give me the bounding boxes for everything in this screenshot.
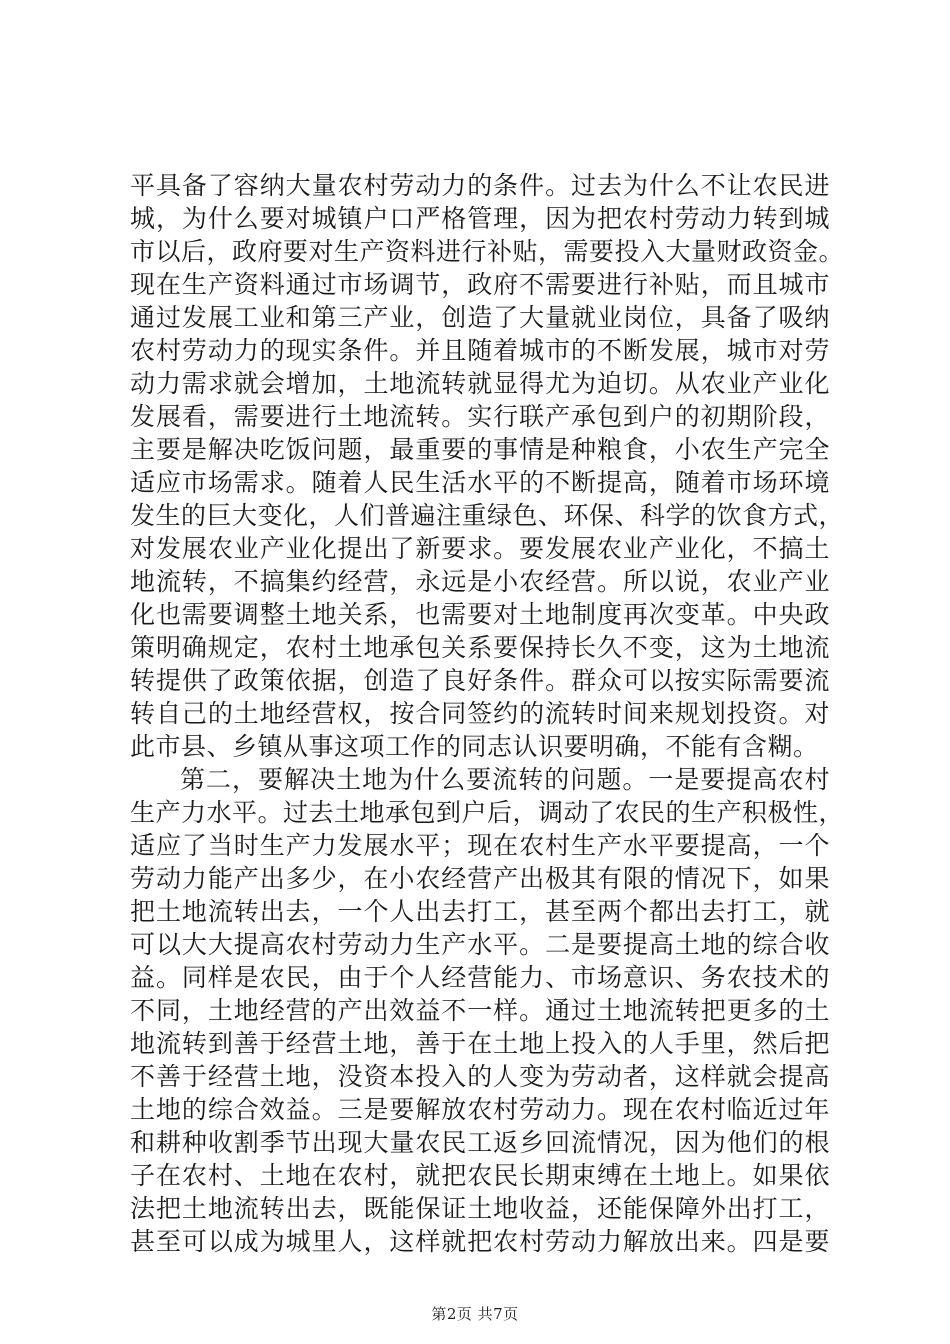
text-line: 现在生产资料通过市场调节，政府不需要进行补贴，而且城市 (130, 270, 830, 299)
body-text (130, 169, 845, 1258)
text-line: 不同，土地经营的产出效益不一样。通过土地流转把更多的土 (130, 996, 830, 1025)
text-line: 转自己的土地经营权，按合同签约的流转时间来规划投资。对 (130, 699, 830, 728)
page-number-footer: 第2页 共7页 (431, 1305, 519, 1323)
text-line: 土地的综合效益。三是要解放农村劳动力。现在农村临近过年 (130, 1095, 830, 1124)
text-line: 农村劳动力的现实条件。并且随着城市的不断发展，城市对劳 (130, 336, 830, 365)
text-line: 城，为什么要对城镇户口严格管理，因为把农村劳动力转到城 (130, 204, 830, 233)
text-line: 把土地流转出去，一个人出去打工，甚至两个都出去打工，就 (130, 897, 830, 926)
text-line: 生产力水平。过去土地承包到户后，调动了农民的生产积极性， (130, 798, 845, 827)
text-line: 子在农村、土地在农村，就把农民长期束缚在土地上。如果依 (130, 1161, 830, 1190)
text-line: 发生的巨大变化，人们普遍注重绿色、环保、科学的饮食方式， (130, 501, 845, 530)
text-line: 市以后，政府要对生产资料进行补贴，需要投入大量财政资金。 (130, 237, 845, 266)
text-line: 对发展农业产业化提出了新要求。要发展农业产业化，不搞土 (130, 534, 830, 563)
text-line: 益。同样是农民，由于个人经营能力、市场意识、务农技术的 (130, 963, 830, 992)
text-line: 平具备了容纳大量农村劳动力的条件。过去为什么不让农民进 (130, 171, 830, 200)
text-line: 化也需要调整土地关系，也需要对土地制度再次变革。中央政 (130, 600, 830, 629)
text-line: 适应市场需求。随着人民生活水平的不断提高，随着市场环境 (130, 468, 830, 497)
text-line: 转提供了政策依据，创造了良好条件。群众可以按实际需要流 (130, 666, 830, 695)
text-line: 主要是解决吃饭问题，最重要的事情是种粮食，小农生产完全 (130, 435, 830, 464)
text-line: 可以大大提高农村劳动力生产水平。二是要提高土地的综合收 (130, 930, 830, 959)
paragraph-end-line: 此市县、乡镇从事这项工作的同志认识要明确，不能有含糊。 (130, 732, 819, 761)
text-line: 地流转，不搞集约经营，永远是小农经营。所以说，农业产业 (130, 567, 830, 596)
paragraph-start-line: 第二，要解决土地为什么要流转的问题。一是要提高农村 (180, 765, 830, 794)
text-line: 发展看，需要进行土地流转。实行联产承包到户的初期阶段， (130, 402, 830, 431)
text-line: 和耕种收割季节出现大量农民工返乡回流情况，因为他们的根 (130, 1128, 830, 1157)
text-line: 动力需求就会增加，土地流转就显得尤为迫切。从农业产业化 (130, 369, 830, 398)
text-line: 劳动力能产出多少，在小农经营产出极其有限的情况下，如果 (130, 864, 830, 893)
text-line: 策明确规定，农村土地承包关系要保持长久不变，这为土地流 (130, 633, 830, 662)
text-line: 适应了当时生产力发展水平；现在农村生产水平要提高，一个 (130, 831, 830, 860)
text-line: 地流转到善于经营土地，善于在土地上投入的人手里，然后把 (130, 1029, 830, 1058)
text-line: 法把土地流转出去，既能保证土地收益，还能保障外出打工， (130, 1194, 830, 1223)
text-line: 通过发展工业和第三产业，创造了大量就业岗位，具备了吸纳 (130, 303, 830, 332)
text-line: 不善于经营土地，没资本投入的人变为劳动者，这样就会提高 (130, 1062, 830, 1091)
text-line: 甚至可以成为城里人，这样就把农村劳动力解放出来。四是要 (130, 1227, 830, 1256)
